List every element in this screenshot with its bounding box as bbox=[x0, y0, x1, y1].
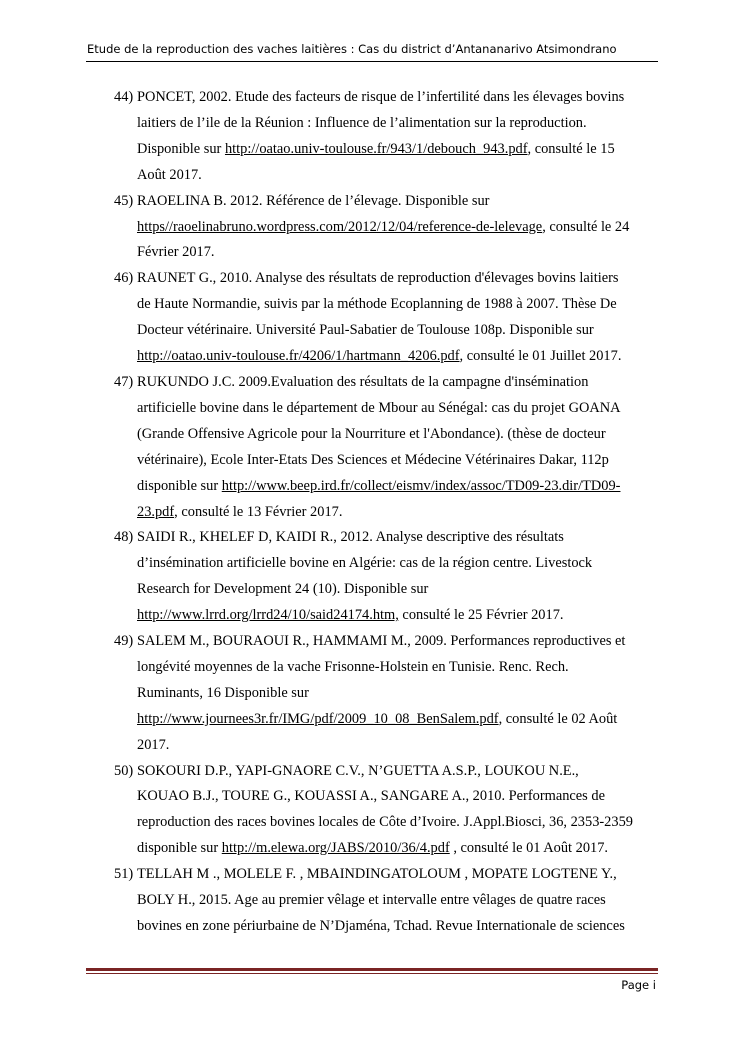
reference-url-link[interactable]: http://www.beep.ird.fr/collect/eismv/index/assoc/TD09-23.dir/TD09- bbox=[221, 477, 621, 494]
reference-text: , consulté le 01 Juillet 2017. bbox=[459, 348, 622, 365]
reference-line bbox=[137, 111, 662, 137]
reference-number: 49) bbox=[114, 633, 134, 650]
reference-text: longévité moyennes de la vache Frisonne-Holstein en Tunisie. Renc. Rech. bbox=[137, 658, 569, 675]
reference-list bbox=[0, 85, 745, 940]
reference-url-link[interactable]: http://oatao.univ-toulouse.fr/943/1/debouch_943.pdf bbox=[224, 140, 528, 157]
reference-text: 2017. bbox=[137, 736, 170, 753]
reference-line bbox=[137, 137, 662, 163]
reference-text: KOUAO B.J., TOURE G., KOUASSI A., SANGARE A., 2010. Performances de bbox=[137, 788, 605, 805]
reference-line bbox=[137, 163, 662, 189]
reference-text: , consulté le 02 Août bbox=[498, 710, 618, 727]
reference-text: artificielle bovine dans le département de Mbour au Sénégal: cas du projet GOANA bbox=[137, 399, 621, 416]
reference-text: Research for Development 24 (10). Disponible sur bbox=[137, 581, 429, 598]
reference-line bbox=[137, 240, 662, 266]
reference-item bbox=[0, 370, 745, 525]
reference-number: 44) bbox=[114, 89, 134, 105]
reference-line bbox=[137, 681, 662, 707]
reference-line bbox=[137, 474, 662, 500]
reference-text: PONCET, 2002. Etude des facteurs de risque de l’infertilité dans les élevages bovins bbox=[137, 89, 625, 105]
reference-text: SOKOURI D.P., YAPI-GNAORE C.V., N’GUETTA A.S.P., LOUKOU N.E., bbox=[137, 762, 579, 779]
reference-url-link[interactable]: 23.pdf, bbox=[137, 503, 178, 520]
reference-text: SALEM M., BOURAOUI R., HAMMAMI M., 2009. Performances reproductives et bbox=[137, 633, 626, 650]
reference-text: disponible sur bbox=[137, 840, 222, 857]
reference-text: Février 2017. bbox=[137, 244, 215, 261]
reference-line bbox=[137, 603, 662, 629]
reference-text: TELLAH M ., MOLELE F. , MBAINDINGATOLOUM , MOPATE LOGTENE Y., bbox=[137, 866, 617, 883]
reference-text: reproduction des races bovines locales de Côte d’Ivoire. J.Appl.Biosci, 36, 2353-2359 bbox=[137, 814, 633, 831]
reference-line bbox=[137, 707, 662, 733]
reference-text: d’insémination artificielle bovine en Algérie: cas de la région centre. Livestock bbox=[137, 555, 593, 572]
reference-number: 48) bbox=[114, 529, 134, 546]
reference-line bbox=[137, 759, 662, 785]
reference-line bbox=[137, 189, 662, 215]
reference-text: BOLY H., 2015. Age au premier vêlage et intervalle entre vêlages de quatre races bbox=[137, 892, 606, 909]
reference-item bbox=[0, 629, 745, 759]
reference-number: 47) bbox=[114, 373, 134, 390]
page-number: Page i bbox=[621, 978, 656, 992]
reference-line bbox=[137, 888, 662, 914]
reference-line bbox=[137, 448, 662, 474]
reference-text: Disponible sur bbox=[137, 140, 225, 157]
reference-item bbox=[0, 525, 745, 629]
reference-url-link[interactable]: http://www.lrrd.org/lrrd24/10/said24174.htm, bbox=[137, 607, 399, 624]
header-rule bbox=[86, 61, 658, 62]
footer-rule-thick bbox=[86, 968, 658, 971]
reference-line bbox=[137, 655, 662, 681]
reference-line bbox=[137, 344, 662, 370]
footer-rule-thin bbox=[86, 973, 658, 974]
reference-line bbox=[137, 525, 662, 551]
reference-text: RAUNET G., 2010. Analyse des résultats de reproduction d'élevages bovins laitiers bbox=[137, 270, 619, 287]
reference-number: 46) bbox=[114, 270, 134, 287]
running-header: Etude de la reproduction des vaches laitières : Cas du district d’Antananarivo Atsimondrano bbox=[87, 42, 617, 56]
reference-text: , consulté le 01 Août 2017. bbox=[449, 840, 609, 857]
reference-line bbox=[137, 292, 662, 318]
reference-url-link[interactable]: http://oatao.univ-toulouse.fr/4206/1/hartmann_4206.pdf bbox=[137, 348, 460, 365]
reference-text: SAIDI R., KHELEF D, KAIDI R., 2012. Analyse descriptive des résultats bbox=[137, 529, 564, 546]
reference-line bbox=[137, 396, 662, 422]
reference-text: bovines en zone périurbaine de N’Djaména, Tchad. Revue Internationale de sciences bbox=[137, 918, 625, 934]
reference-item bbox=[0, 189, 745, 267]
reference-url-link[interactable]: https//raoelinabruno.wordpress.com/2012/12/04/reference-de-lelevage bbox=[137, 218, 543, 235]
reference-text: Août 2017. bbox=[137, 166, 202, 183]
reference-text: (Grande Offensive Agricole pour la Nourriture et l'Abondance). (thèse de docteur bbox=[137, 425, 606, 442]
reference-number: 50) bbox=[114, 762, 134, 779]
reference-line bbox=[137, 266, 662, 292]
reference-line bbox=[137, 577, 662, 603]
reference-line bbox=[137, 836, 662, 862]
reference-item bbox=[0, 266, 745, 370]
reference-text: RUKUNDO J.C. 2009.Evaluation des résultats de la campagne d'insémination bbox=[137, 373, 589, 390]
reference-line bbox=[137, 318, 662, 344]
reference-text: Ruminants, 16 Disponible sur bbox=[137, 684, 309, 701]
reference-line bbox=[137, 422, 662, 448]
reference-line bbox=[137, 862, 662, 888]
reference-line bbox=[137, 370, 662, 396]
reference-line bbox=[137, 85, 662, 111]
reference-number: 51) bbox=[114, 866, 134, 883]
reference-text: consulté le 13 Février 2017. bbox=[177, 503, 343, 520]
reference-item bbox=[0, 862, 745, 940]
reference-line bbox=[137, 551, 662, 577]
reference-line bbox=[137, 500, 662, 526]
reference-line bbox=[137, 784, 662, 810]
reference-line bbox=[137, 629, 662, 655]
reference-line bbox=[137, 914, 662, 940]
reference-text: , consulté le 15 bbox=[527, 140, 615, 157]
reference-text: Docteur vétérinaire. Université Paul-Sabatier de Toulouse 108p. Disponible sur bbox=[137, 322, 594, 339]
reference-item bbox=[0, 85, 745, 189]
reference-text: vétérinaire), Ecole Inter-Etats Des Sciences et Médecine Vétérinaires Dakar, 112p bbox=[137, 451, 609, 468]
reference-text: laitiers de l’ile de la Réunion : Influence de l’alimentation sur la reproduction. bbox=[137, 114, 587, 131]
reference-text: de Haute Normandie, suivis par la méthode Ecoplanning de 1988 à 2007. Thèse De bbox=[137, 296, 617, 313]
reference-text: consulté le 25 Février 2017. bbox=[398, 607, 564, 624]
reference-text: , consulté le 24 bbox=[542, 218, 630, 235]
reference-url-link[interactable]: http://m.elewa.org/JABS/2010/36/4.pdf bbox=[221, 840, 450, 857]
reference-text: RAOELINA B. 2012. Référence de l’élevage. Disponible sur bbox=[137, 192, 490, 209]
reference-line bbox=[137, 215, 662, 241]
reference-line bbox=[137, 810, 662, 836]
reference-url-link[interactable]: http://www.journees3r.fr/IMG/pdf/2009_10_08_BenSalem.pdf bbox=[137, 710, 499, 727]
reference-line bbox=[137, 733, 662, 759]
reference-text: disponible sur bbox=[137, 477, 222, 494]
reference-item bbox=[0, 759, 745, 863]
reference-number: 45) bbox=[114, 192, 134, 209]
